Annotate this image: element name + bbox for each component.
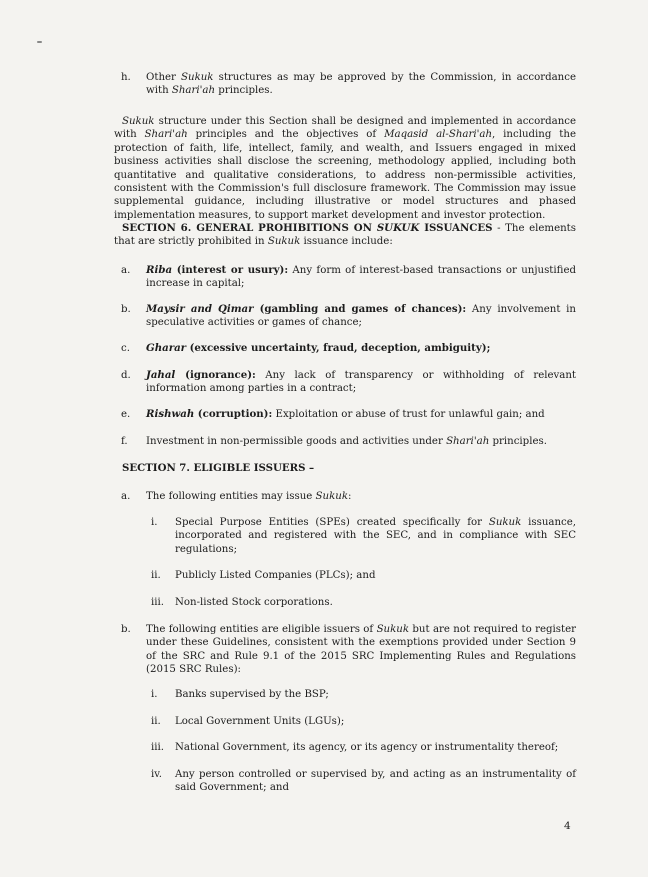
sukuk-structure-paragraph: Sukuk structure under this Section shall be designed and implemented in accordance with Shari'ah principles and the objectives of Maqasid al-Shari'ah, including the protection of faith, life, intellect, family, and wealth, and Issuers engaged in mixed business activities shall disclose the screening, methodology applied, including both quantitative and qualitative considerations, to address non-permissible activities, consistent with the Commission's full disclosure framework. The Commission may issue supplemental guidance, including illustrative or model structures and phased implementation measures, to support market development and investor protection. [114, 116, 576, 221]
eligible-issuer-b-iii: iii. National Government, its agency, or its agency or instrumentality thereof; [151, 742, 559, 753]
page-number: 4 [564, 820, 571, 832]
prohibition-item-d: d. Jahal (ignorance): Any lack of transparency or withholding of relevant information among parties in a contract; [121, 369, 576, 395]
item-text: Other Sukuk structures as may be approved by the Commission, in accordance with Shari'ah principles. [146, 72, 576, 97]
prohibition-item-f: f. Investment in non-permissible goods and activities under Shari'ah principles. [121, 436, 547, 447]
item-label: h. [121, 72, 131, 83]
prohibition-item-e: e. Rishwah (corruption): Exploitation or abuse of trust for unlawful gain; and [121, 408, 545, 420]
section-6-heading: SECTION 6. GENERAL PROHIBITIONS ON SUKUK ISSUANCES [122, 222, 493, 234]
scan-speck [37, 41, 42, 43]
eligible-issuer-b-i: i. Banks supervised by the BSP; [151, 689, 329, 700]
eligible-issuer-a-i: i. Special Purpose Entities (SPEs) created specifically for Sukuk issuance, incorporated and registered with the SEC, and in compliance with SEC regulations; [151, 517, 576, 555]
section-7-heading: SECTION 7. ELIGIBLE ISSUERS – [122, 462, 315, 474]
eligible-issuer-b-iv: iv. Any person controlled or supervised by, and acting as an instrumentality of said Government; and [151, 769, 576, 794]
list-item-h [121, 71, 576, 98]
eligible-issuers-b: b. The following entities are eligible issuers of Sukuk but are not required to register under these Guidelines, consistent with the exemptions provided under Section 9 of the SRC and Rule 9.1 of the 2015 SRC Implementing Rules and Regulations (2015 SRC Rules): [121, 624, 576, 676]
prohibition-item-b: b. Maysir and Qimar (gambling and games of chances): Any involvement in speculative activities or games of chance; [121, 303, 576, 329]
prohibition-item-a: a. Riba (interest or usury): Any form of interest-based transactions or unjustified increase in capital; [121, 264, 576, 290]
prohibition-item-c: c. Gharar (excessive uncertainty, fraud, deception, ambiguity); [121, 342, 491, 354]
eligible-issuer-a-iii: iii. Non-listed Stock corporations. [151, 597, 333, 608]
section-6-intro: SECTION 6. GENERAL PROHIBITIONS ON SUKUK ISSUANCES - The elements that are strictly prohibited in Sukuk issuance include: [114, 222, 576, 248]
eligible-issuers-a: a. The following entities may issue Sukuk: [121, 491, 352, 502]
eligible-issuer-a-ii: ii. Publicly Listed Companies (PLCs); and [151, 570, 376, 581]
eligible-issuer-b-ii: ii. Local Government Units (LGUs); [151, 716, 345, 727]
